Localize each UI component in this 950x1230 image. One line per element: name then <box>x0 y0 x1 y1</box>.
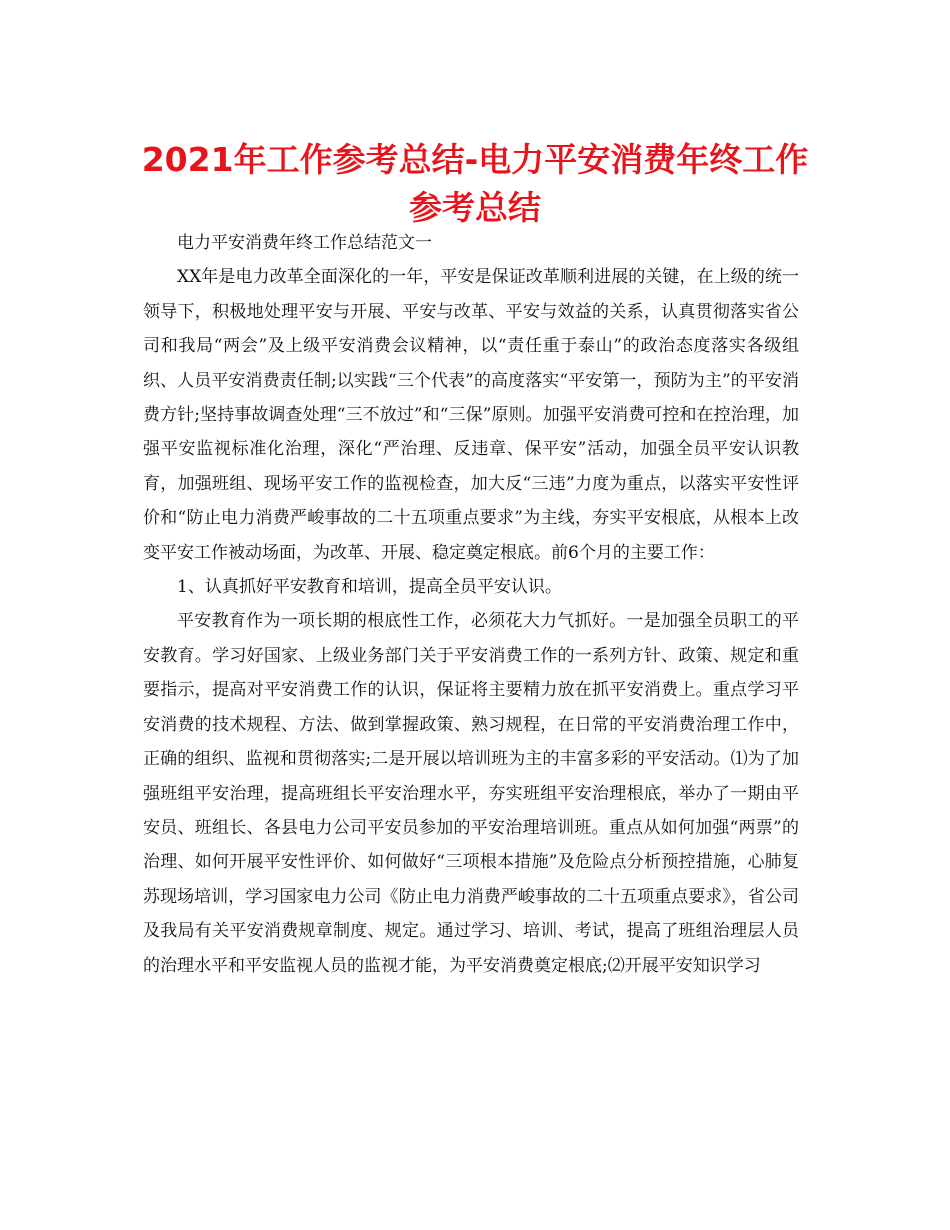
body-paragraph: XX年是电力改革全面深化的一年，平安是保证改革顺利进展的关键，在上级的统一领导下，积极地处理平安与开展、平安与改革、平安与效益的关系，认真贯彻落实省公司和我局“两会”及上级平安消费会议精神，以“责任重于泰山”的政治态度落实各级组织、人员平安消费责任制;以实践“三个代表”的高度落实“平安第一，预防为主”的平安消费方针;坚持事故调查处理“三不放过”和“三保”原则。加强平安消费可控和在控治理，加强平安监视标准化治理，深化“严治理、反违章、保平安”活动，加强全员平安认识教育，加强班组、现场平安工作的监视检查，加大反“三违”力度为重点，以落实平安性评价和“防止电力消费严峻事故的二十五项重点要求”为主线，夯实平安根底，从根本上改变平安工作被动场面，为改革、开展、稳定奠定根底。前6个月的主要工作： <box>143 267 799 563</box>
document-body <box>143 226 799 983</box>
section-heading: 电力平安消费年终工作总结范文一 <box>177 233 432 253</box>
body-paragraph: 平安教育作为一项长期的根底性工作，必须花大力气抓好。一是加强全员职工的平安教育。学习好国家、上级业务部门关于平安消费工作的一系列方针、政策、规定和重要指示，提高对平安消费工作的认识，保证将主要精力放在抓平安消费上。重点学习平安消费的技术规程、方法、做到掌握政策、熟习规程，在日常的平安消费治理工作中，正确的组织、监视和贯彻落实;二是开展以培训班为主的丰富多彩的平安活动。⑴为了加强班组平安治理，提高班组长平安治理水平，夯实班组平安治理根底，举办了一期由平安员、班组长、各县电力公司平安员参加的平安治理培训班。重点从如何加强“两票”的治理、如何开展平安性评价、如何做好“三项根本措施”及危险点分析预控措施，心肺复苏现场培训，学习国家电力公司《防止电力消费严峻事故的二十五项重点要求》，省公司及我局有关平安消费规章制度、规定。通过学习、培训、考试，提高了班组治理层人员的治理水平和平安监视人员的监视才能，为平安消费奠定根底;⑵开展平安知识学习 <box>143 611 799 976</box>
numbered-heading: 1、认真抓好平安教育和培训，提高全员平安认识。 <box>177 577 562 598</box>
document-title: 2021年工作参考总结-电力平安消费年终工作参考总结 <box>141 140 809 227</box>
